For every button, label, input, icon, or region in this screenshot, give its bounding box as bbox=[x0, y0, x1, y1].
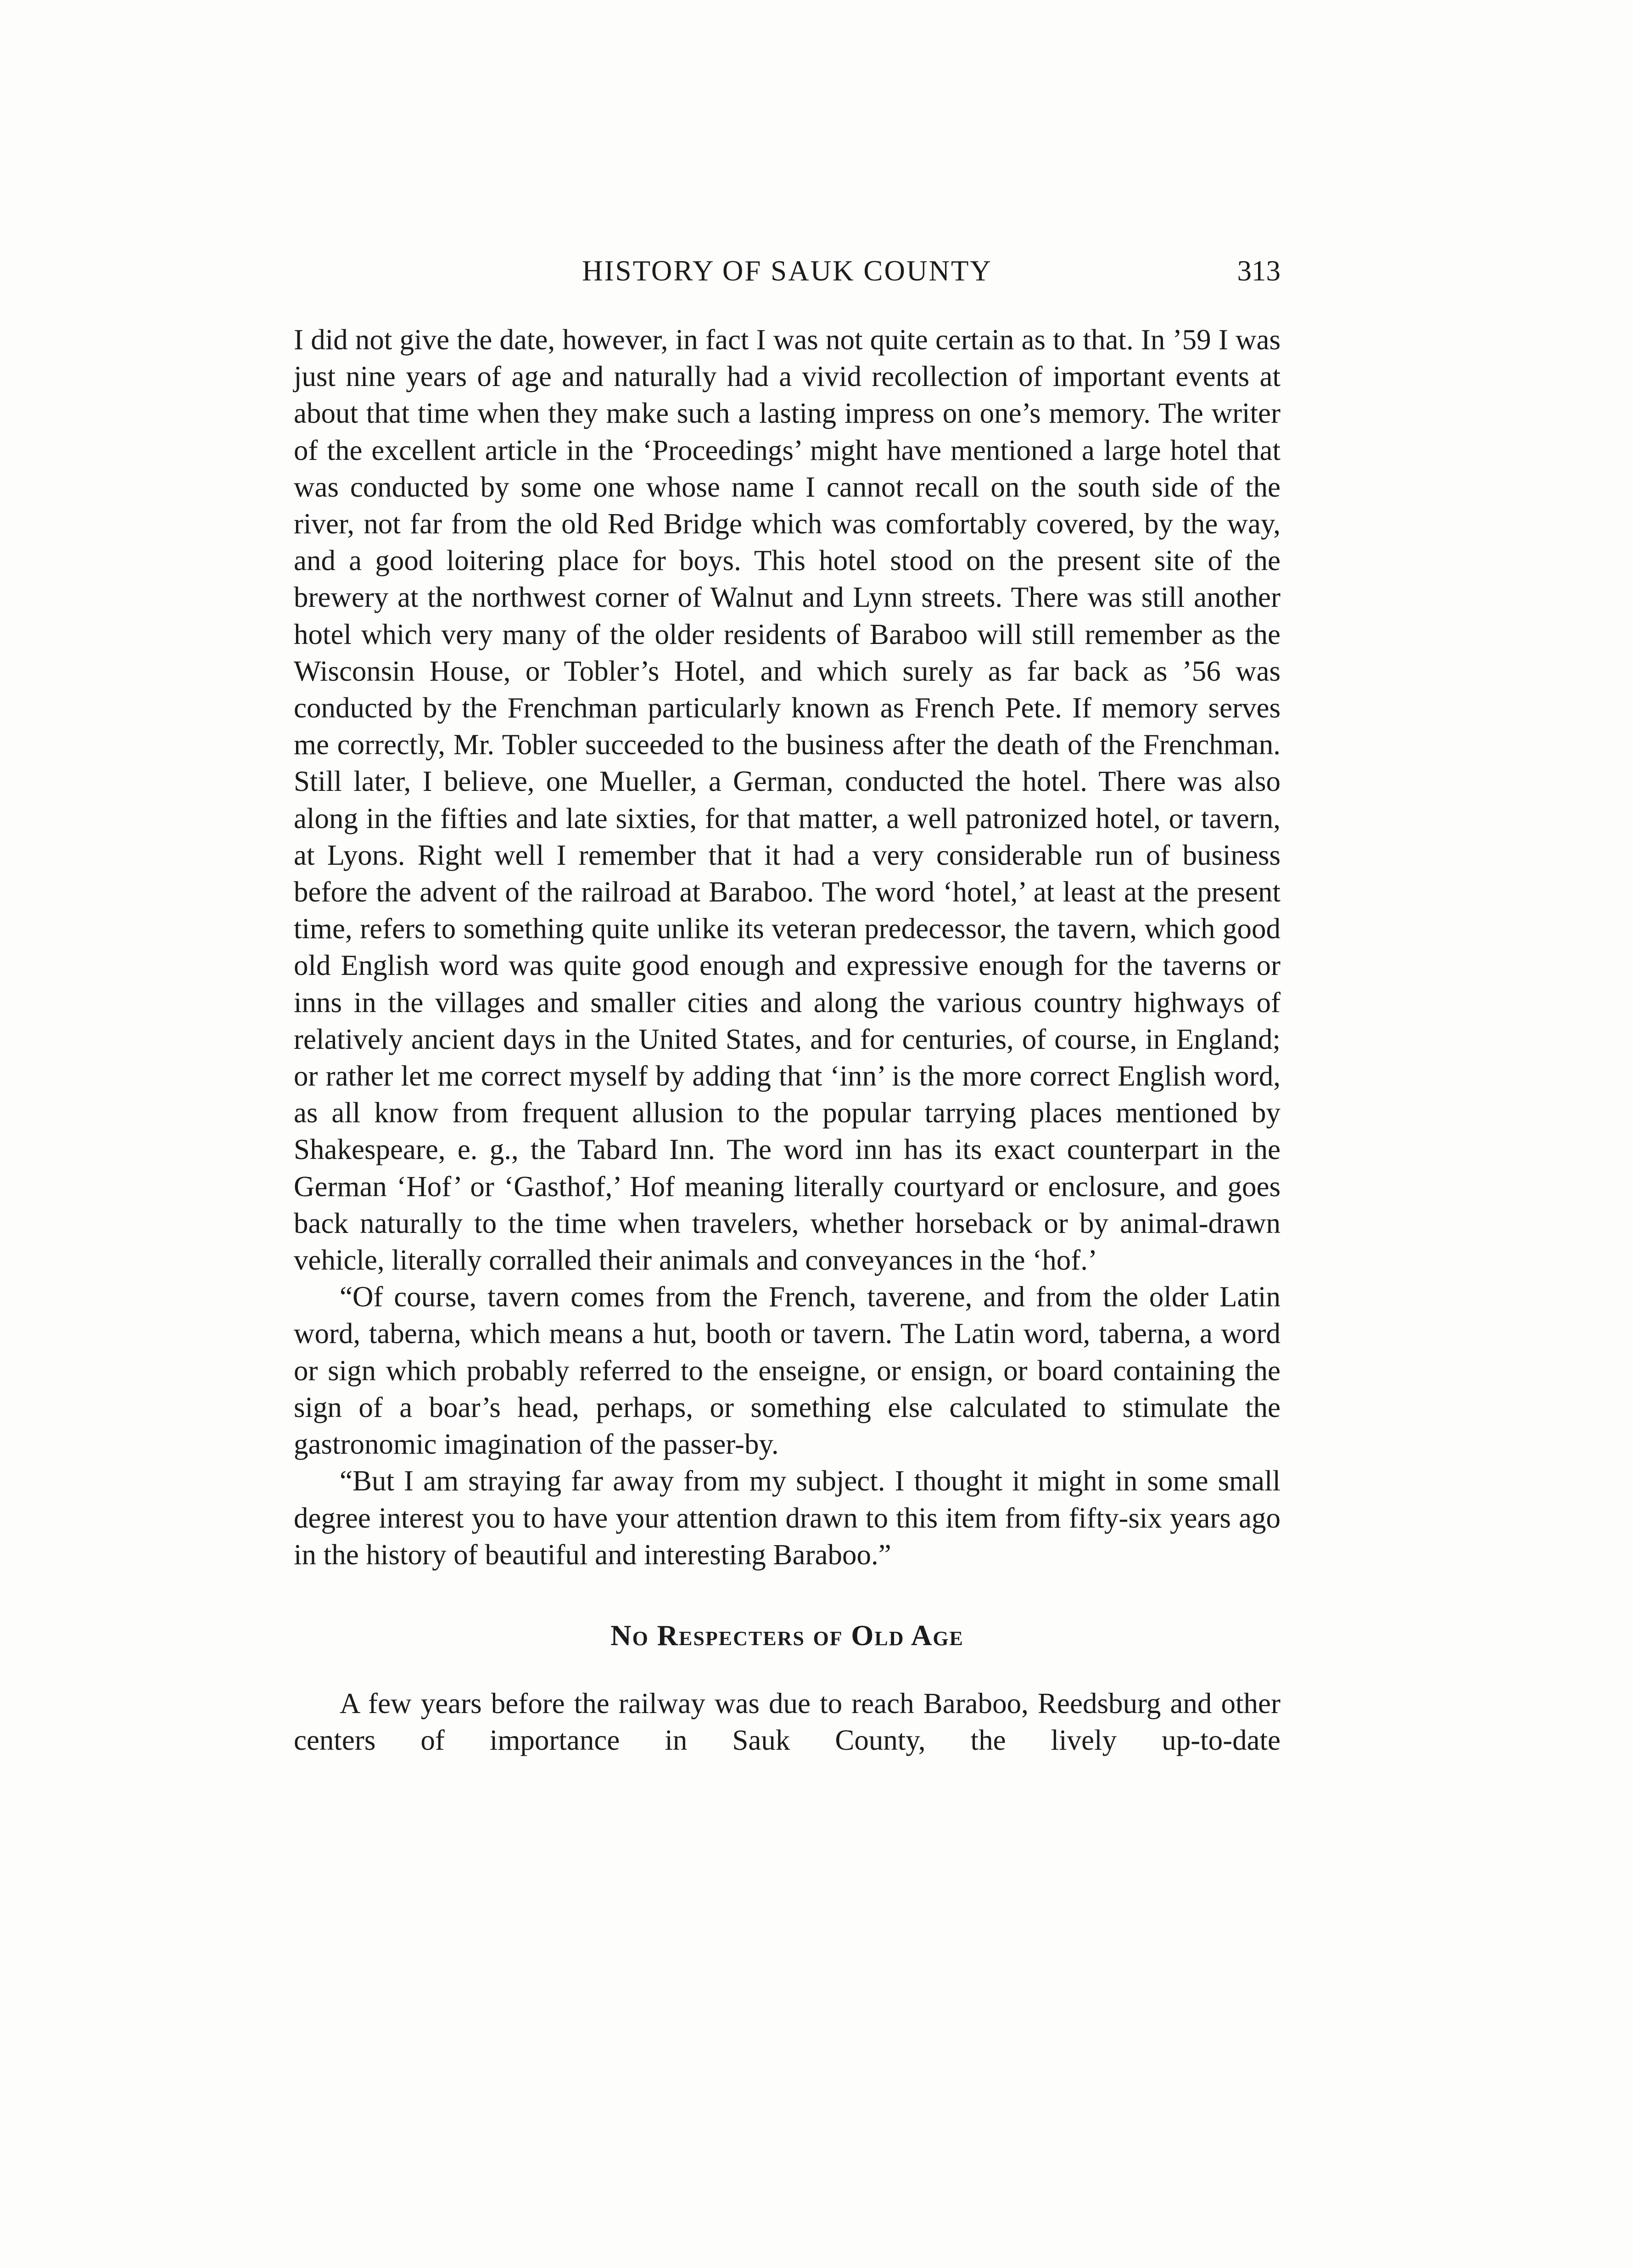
section-heading: No Respecters of Old Age bbox=[610, 1619, 964, 1652]
paragraph-hotels: I did not give the date, however, in fact I was not quite certain as to that. In ’59 I was just nine years of age and naturally had a vivid recollection of important events at about that time when they make such a lasting impress on one’s memory. The writer of the excellent article in the ‘Proceedings’ might have mentioned a large hotel that was conducted by some one whose name I cannot recall on the south side of the river, not far from the old Red Bridge which was comfortably covered, by the way, and a good loitering place for boys. This hotel stood on the present site of the brewery at the northwest corner of Walnut and Lynn streets. There was still another hotel which very many of the older residents of Baraboo will still remember as the Wisconsin House, or Tobler’s Hotel, and which surely as far back as ’56 was conducted by the Frenchman particularly known as French Pete. If memory serves me correctly, Mr. Tobler succeeded to the business after the death of the Frenchman. Still later, I believe, one Mueller, a German, conducted the hotel. There was also along in the fifties and late sixties, for that matter, a well patronized hotel, or tavern, at Lyons. Right well I remember that it had a very considerable run of business before the advent of the railroad at Baraboo. The word ‘hotel,’ at least at the present time, refers to something quite unlike its veteran predecessor, the tavern, which good old English word was quite good enough and expressive enough for the taverns or inns in the villages and smaller cities and along the various country highways of relatively ancient days in the United States, and for centuries, of course, in England; or rather let me correct myself by adding that ‘inn’ is the more correct English word, as all know from frequent allusion to the popular tarrying places mentioned by Shakespeare, e. g., the Tabard Inn. The word inn has its exact counterpart in the German ‘Hof’ or ‘Gasthof,’ Hof meaning literally courtyard or enclosure, and goes back naturally to the time when travelers, whether horseback or by animal-drawn vehicle, literally corralled their animals and conveyances in the ‘hof.’ bbox=[294, 324, 1281, 1277]
running-title: HISTORY OF SAUK COUNTY bbox=[582, 255, 992, 287]
page-number: 313 bbox=[1237, 255, 1281, 287]
body-text bbox=[294, 321, 1281, 1758]
paragraph-tavern-etymology: “Of course, tavern comes from the French, taverene, and from the older Latin word, taberna, which means a hut, booth or tavern. The Latin word, taberna, a word or sign which probably referred to the enseigne, or ensign, or board containing the sign of a boar’s head, perhaps, or something else calculated to stimulate the gastronomic imagination of the passer-by. bbox=[294, 1281, 1281, 1461]
paragraph-closing-quote: “But I am straying far away from my subject. I thought it might in some small degree interest you to have your attention drawn to this item from fifty-six years ago in the history of beautiful and interesting Baraboo.” bbox=[294, 1465, 1281, 1571]
running-head bbox=[294, 250, 1281, 291]
paragraph-section-start: A few years before the railway was due to reach Baraboo, Reedsburg and other centers of importance in Sauk County, the lively up-to-date bbox=[294, 1687, 1281, 1757]
